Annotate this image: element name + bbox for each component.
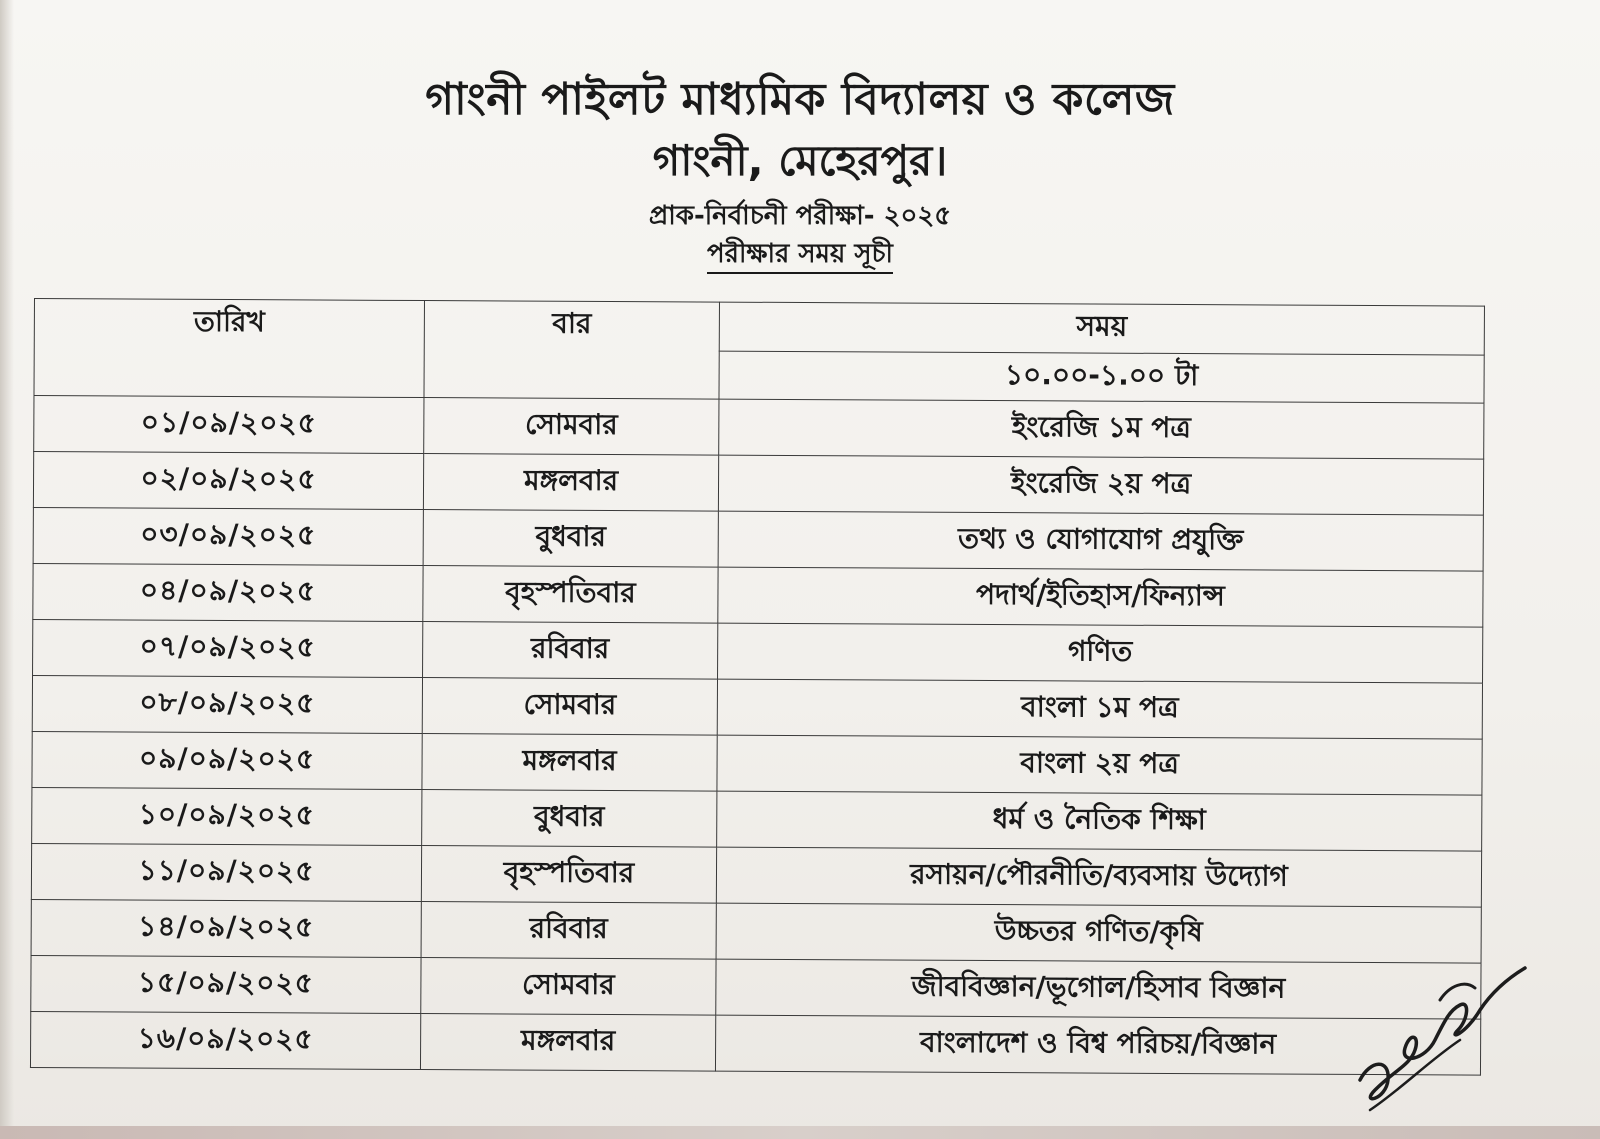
day-cell: রবিবার [423, 622, 718, 680]
date-cell: ১১/০৯/২০২৫ [31, 843, 421, 901]
date-cell: ১০/০৯/২০২৫ [32, 787, 422, 845]
day-cell: সোমবার [421, 958, 716, 1016]
subject-cell: উচ্চতর গণিত/কৃষি [716, 903, 1481, 963]
table-row [32, 675, 1482, 739]
schedule-table [30, 298, 1485, 1076]
subject-cell: গণিত [718, 623, 1483, 683]
school-location: গাংনী, মেহেরপুর। [652, 136, 948, 185]
table-row [30, 1011, 1480, 1075]
subject-cell: বাংলাদেশ ও বিশ্ব পরিচয়/বিজ্ঞান [715, 1015, 1480, 1075]
date-cell: ০৭/০৯/২০২৫ [33, 619, 423, 677]
bottom-edge [0, 1126, 1600, 1139]
day-cell: বৃহস্পতিবার [423, 566, 718, 624]
table-row [33, 507, 1483, 571]
day-cell: বৃহস্পতিবার [421, 846, 716, 904]
date-cell: ০২/০৯/২০২৫ [33, 452, 423, 510]
day-cell: সোমবার [422, 678, 717, 736]
subject-cell: ধর্ম ও নৈতিক শিক্ষা [717, 791, 1482, 851]
subject-cell: ইংরেজি ২য় পত্র [718, 455, 1483, 515]
day-cell: মঙ্গলবার [422, 734, 717, 792]
date-cell: ০৮/০৯/২০২৫ [32, 675, 422, 733]
table-row [32, 787, 1482, 851]
table-row [31, 955, 1481, 1019]
table-row [33, 619, 1483, 683]
table-row [34, 396, 1484, 460]
schedule-body [30, 396, 1483, 1076]
column-header-time: সময় [719, 302, 1484, 355]
table-row [31, 899, 1481, 963]
day-cell: রবিবার [421, 902, 716, 960]
date-cell: ১৬/০৯/২০২৫ [30, 1011, 420, 1069]
date-cell: ০৩/০৯/২০২৫ [33, 507, 423, 565]
schedule-title: পরীক্ষার সময় সূচী [707, 236, 893, 274]
table-row [31, 843, 1481, 907]
table-row [32, 731, 1482, 795]
column-header-day: বার [424, 301, 720, 400]
exam-name: প্রাক-নির্বাচনী পরীক্ষা- ২০২৫ [648, 201, 952, 231]
subject-cell: বাংলা ২য় পত্র [717, 735, 1482, 795]
document-header [0, 70, 1600, 274]
day-cell: বুধবার [423, 510, 718, 568]
column-header-date: তারিখ [34, 299, 425, 398]
table-row [33, 452, 1483, 516]
schedule-table-wrapper [30, 298, 1484, 1076]
signature-mark [1340, 940, 1540, 1120]
table-row [33, 563, 1483, 627]
time-slot: ১০.০০-১.০০ টা [719, 351, 1484, 403]
subject-cell: পদার্থ/ইতিহাস/ফিন্যান্স [718, 567, 1483, 627]
subject-cell: জীববিজ্ঞান/ভূগোল/হিসাব বিজ্ঞান [716, 959, 1481, 1019]
subject-cell: বাংলা ১ম পত্র [717, 679, 1482, 739]
date-cell: ০৯/০৯/২০২৫ [32, 731, 422, 789]
date-cell: ০৪/০৯/২০২৫ [33, 563, 423, 621]
date-cell: ১৪/০৯/২০২৫ [31, 899, 421, 957]
day-cell: বুধবার [422, 790, 717, 848]
subject-cell: তথ্য ও যোগাযোগ প্রযুক্তি [718, 511, 1483, 571]
day-cell: মঙ্গলবার [423, 454, 718, 512]
date-cell: ০১/০৯/২০২৫ [34, 396, 424, 454]
day-cell: সোমবার [424, 398, 719, 456]
subject-cell: ইংরেজি ১ম পত্র [719, 399, 1484, 459]
school-name: গাংনী পাইলট মাধ্যমিক বিদ্যালয় ও কলেজ [425, 74, 1175, 125]
day-cell: মঙ্গলবার [420, 1014, 715, 1072]
date-cell: ১৫/০৯/২০২৫ [31, 955, 421, 1013]
subject-cell: রসায়ন/পৌরনীতি/ব্যবসায় উদ্যোগ [716, 847, 1481, 907]
